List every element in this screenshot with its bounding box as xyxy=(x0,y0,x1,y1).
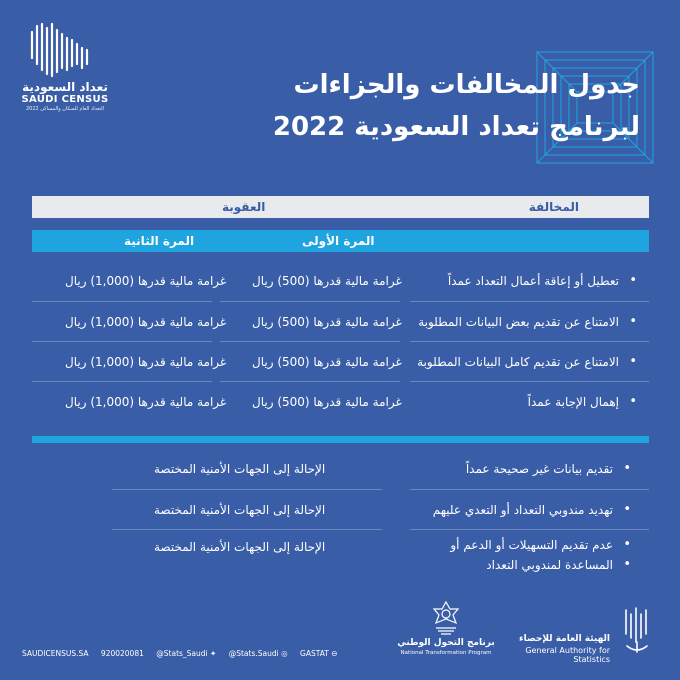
table-row xyxy=(32,303,649,343)
general-authority-statistics-icon xyxy=(622,606,652,656)
first-penalty: غرامة مالية قدرها (500) ريال xyxy=(252,274,402,288)
footer-contacts xyxy=(22,649,348,658)
list-item xyxy=(32,462,649,482)
page-title-line-2: لبرنامج تعداد السعودية 2022 xyxy=(272,112,640,142)
logo-subtitle: التعداد العام للسكان والمساكن 2022 xyxy=(25,106,105,112)
gas-name-arabic: الهيئة العامة للإحصاء xyxy=(519,634,610,644)
violation-text: • تقديم بيانات غير صحيحة عمداً xyxy=(466,462,613,476)
website-link[interactable]: SAUDICENSUS.SA xyxy=(22,649,89,658)
gastat-icon: ⊖ xyxy=(331,649,338,658)
ntp-name-arabic: برنامج التحول الوطني xyxy=(397,638,495,648)
header-second-time: المرة الثانية xyxy=(124,234,195,248)
referral-penalty: الإحالة إلى الجهات الأمنية المختصة xyxy=(154,540,326,554)
table-subheader-bar xyxy=(32,230,649,252)
first-penalty: غرامة مالية قدرها (500) ريال xyxy=(252,355,402,369)
instagram-icon: ◎ xyxy=(281,649,288,658)
phone-number: 920020081 xyxy=(100,649,144,658)
first-penalty: غرامة مالية قدرها (500) ريال xyxy=(252,315,402,329)
table-row xyxy=(32,343,649,383)
gastat-handle[interactable] xyxy=(300,649,338,658)
ntp-name-english: National Transformation Program xyxy=(400,650,492,656)
table-row xyxy=(32,262,649,302)
instagram-handle[interactable] xyxy=(229,649,288,658)
second-penalty: غرامة مالية قدرها (1,000) ريال xyxy=(65,315,227,329)
referral-penalty: الإحالة إلى الجهات الأمنية المختصة xyxy=(154,503,326,517)
second-penalty: غرامة مالية قدرها (1,000) ريال xyxy=(65,355,227,369)
page-title-line-1: جدول المخالفات والجزاءات xyxy=(293,70,640,100)
twitter-handle-text[interactable]: @Stats_Saudi xyxy=(156,649,208,658)
table-header-bar xyxy=(32,196,649,218)
violation-text: • تهديد مندوبي التعداد أو التعدي عليهم xyxy=(433,503,613,517)
second-penalty: غرامة مالية قدرها (1,000) ريال xyxy=(65,274,227,288)
list-item xyxy=(32,538,649,578)
gas-name-english: General Authority for Statistics xyxy=(525,646,610,664)
instagram-handle-text[interactable]: @Stats.Saudi xyxy=(228,649,279,658)
violation-text: • إهمال الإجابة عمداً xyxy=(528,395,619,409)
logo-name-arabic: تعداد السعودية xyxy=(22,80,108,94)
table-row xyxy=(32,383,649,423)
twitter-handle[interactable] xyxy=(156,649,216,658)
violation-text: • الامتناع عن تقديم بعض البيانات المطلوبة xyxy=(418,315,619,329)
national-transformation-program-icon xyxy=(428,600,464,636)
violation-text: • الامتناع عن تقديم كامل البيانات المطلوبة xyxy=(417,355,619,369)
violation-text-line-2: • المساعدة لمندوبي التعداد xyxy=(486,558,613,572)
title-pattern-decoration xyxy=(535,50,655,165)
header-first-time: المرة الأولى xyxy=(302,234,375,248)
violation-text-line-1: • عدم تقديم التسهيلات أو الدعم أو xyxy=(450,538,613,552)
referral-penalty: الإحالة إلى الجهات الأمنية المختصة xyxy=(154,462,326,476)
header-penalty: العقوبة xyxy=(222,200,266,214)
violation-text: • تعطيل أو إعاقة أعمال التعداد عمداً xyxy=(448,274,619,288)
second-penalty: غرامة مالية قدرها (1,000) ريال xyxy=(65,395,227,409)
gastat-handle-text[interactable]: GASTAT xyxy=(300,649,329,658)
list-item xyxy=(32,503,649,523)
logo-name-english: SAUDI CENSUS xyxy=(21,94,109,105)
header-violation: المخالفة xyxy=(528,200,579,214)
first-penalty: غرامة مالية قدرها (500) ريال xyxy=(252,395,402,409)
section-divider xyxy=(32,436,649,443)
twitter-icon: ✦ xyxy=(210,649,217,658)
